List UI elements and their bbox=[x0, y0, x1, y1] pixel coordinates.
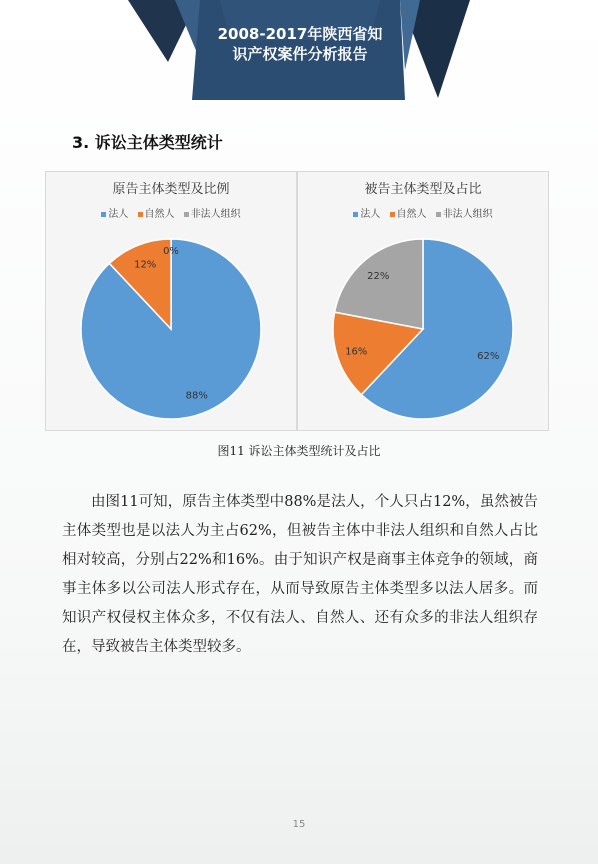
report-title-line-1: 2008-2017年陕西省知 bbox=[217, 25, 383, 43]
legend-item-natural-person bbox=[138, 205, 175, 220]
pie-data-label-non-legal-org: 22% bbox=[367, 270, 390, 282]
plaintiff-legend bbox=[46, 205, 296, 220]
section-heading: 3. 诉讼主体类型统计 bbox=[72, 133, 223, 152]
pie-data-label-legal-person: 62% bbox=[477, 350, 500, 362]
legend-item-non-legal-org bbox=[184, 205, 241, 220]
figure-caption: 图11 诉讼主体类型统计及占比 bbox=[217, 444, 381, 458]
legend-item-legal-person bbox=[101, 205, 128, 220]
body-paragraph: 由图11可知，原告主体类型中88%是法人，个人只占12%，虽然被告主体类型也是以法人为主占62%，但被告主体中非法人组织和自然人占比相对较高，分别占22%和16%。由于知识产权是商事主体竞争的领域，商事主体多以公司法人形式存在，从而导致原告主体类型多以法人居多。而知识产权侵权主体众多，不仅有法人、自然人、还有众多的非法人组织存在，导致被告主体类型较多。 bbox=[62, 494, 538, 655]
legend-swatch-legal-person bbox=[101, 212, 106, 217]
legend-label: 非法人组织 bbox=[190, 209, 241, 220]
pie-data-label-natural-person: 16% bbox=[345, 346, 368, 358]
legend-label: 自然人 bbox=[396, 209, 427, 220]
legend-swatch-natural-person bbox=[138, 212, 143, 217]
defendant-chart-title: 被告主体类型及占比 bbox=[364, 182, 482, 197]
report-title-line-2: 识产权案件分析报告 bbox=[232, 45, 368, 63]
legend-item-non-legal-org bbox=[436, 205, 493, 220]
legend-label: 法人 bbox=[360, 209, 381, 220]
legend-label: 自然人 bbox=[144, 209, 175, 220]
legend-item-legal-person bbox=[353, 205, 380, 220]
legend-swatch-legal-person bbox=[353, 212, 358, 217]
pie-data-label-legal-person: 88% bbox=[185, 390, 208, 402]
plaintiff-chart-title: 原告主体类型及比例 bbox=[112, 182, 230, 197]
pie-data-label-non-legal-org: 0% bbox=[163, 245, 179, 257]
legend-label: 法人 bbox=[108, 209, 129, 220]
page-number: 15 bbox=[292, 819, 306, 830]
legend-label: 非法人组织 bbox=[442, 209, 493, 220]
legend-swatch-natural-person bbox=[390, 212, 395, 217]
legend-swatch-non-legal-org bbox=[436, 212, 441, 217]
pie-data-label-natural-person: 12% bbox=[134, 259, 157, 271]
defendant-chart bbox=[297, 171, 549, 431]
plaintiff-chart bbox=[45, 171, 297, 431]
defendant-legend bbox=[298, 205, 548, 220]
report-title bbox=[200, 24, 400, 64]
legend-item-natural-person bbox=[390, 205, 427, 220]
legend-swatch-non-legal-org bbox=[184, 212, 189, 217]
